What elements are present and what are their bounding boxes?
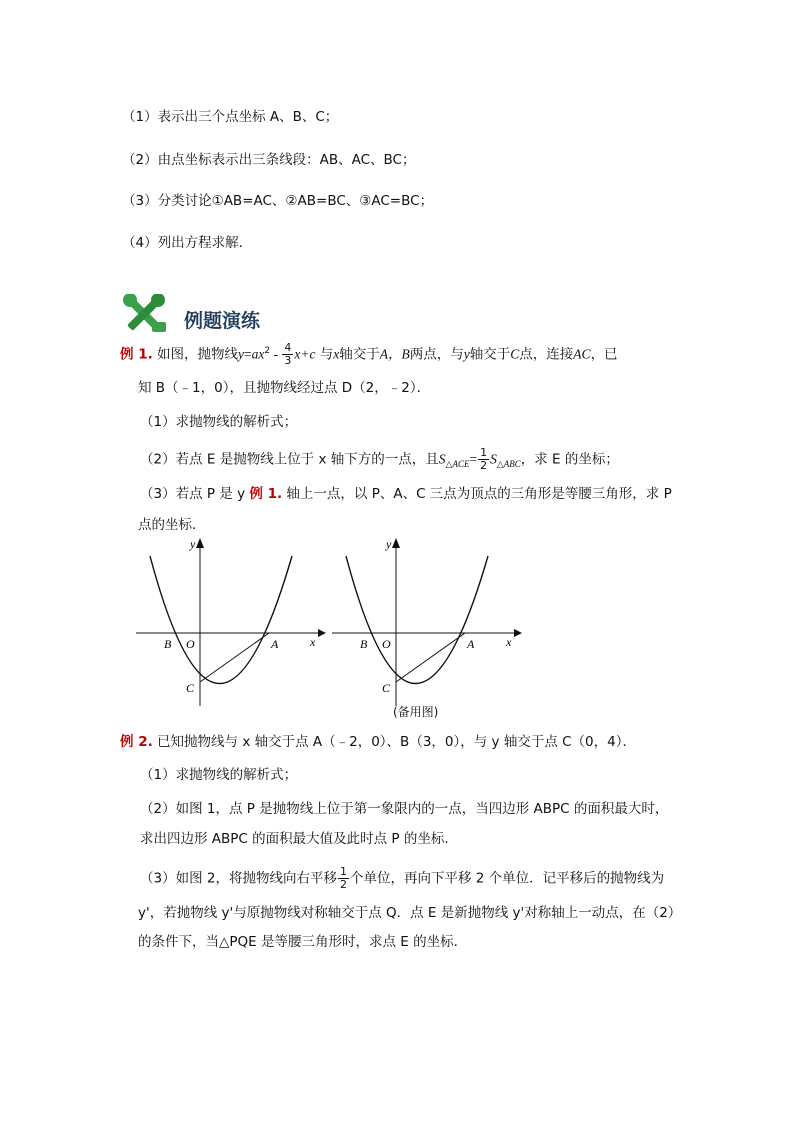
eq-square: 2 xyxy=(264,346,271,356)
label-b: B xyxy=(360,637,368,651)
figure-1 xyxy=(130,536,330,708)
area-ace: △ACE xyxy=(445,459,470,470)
label-a: A xyxy=(271,637,279,651)
ex1-line-1 xyxy=(120,342,618,367)
frac-numerator: 1 xyxy=(480,446,488,459)
point-c: C xyxy=(510,346,520,362)
ex2-q1: （1）求抛物线的解析式； xyxy=(140,767,298,783)
ex2-label: 例 2. xyxy=(120,734,153,750)
frac-numerator: 4 xyxy=(284,341,292,354)
segment-ac-line xyxy=(396,633,465,682)
ex2-line-1 xyxy=(120,733,636,751)
ex1-q2-text: （2）若点 E 是抛物线上位于 x 轴下方的一点，且 xyxy=(140,451,439,468)
method-step-4: （4）列出方程求解． xyxy=(122,235,253,251)
parabola xyxy=(346,556,488,684)
method-step-3: （3）分类讨论①AB=AC、②AB=BC、③AC=BC； xyxy=(122,193,434,209)
fraction-4-3 xyxy=(282,342,293,367)
label-a: A xyxy=(467,637,475,651)
ex1-connect: 点，连接 xyxy=(519,346,574,363)
eq-equals: = xyxy=(244,346,252,362)
figure-2 xyxy=(326,536,526,708)
ex2-q2-line-2: 求出四边形 ABPC 的面积最大值及此时点 P 的坐标． xyxy=(140,831,458,847)
label-x: x xyxy=(310,635,316,649)
ex1-q3-line-2: 点的坐标． xyxy=(138,517,206,533)
ex1-intro: 如图，抛物线 xyxy=(157,346,239,363)
ex2-intro: 已知抛物线与 x 轴交于点 A（﹣2，0）、B（3，0），与 y 轴交于点 C（0，4）． xyxy=(157,734,636,750)
ex1-q2-end: ，求 E 的坐标； xyxy=(520,451,619,468)
segment-ac: AC xyxy=(573,346,591,362)
fraction-half xyxy=(338,866,349,891)
ex1-line-2: 知 B（﹣1，0），且抛物线经过点 D（2，﹣2）． xyxy=(138,380,431,396)
label-o: O xyxy=(186,637,195,651)
y-axis-arrow xyxy=(392,538,400,548)
segment-ac-line xyxy=(200,633,269,682)
y-axis-arrow xyxy=(196,538,204,548)
label-b: B xyxy=(164,637,172,651)
label-c: C xyxy=(186,681,195,695)
ex1-axis-meet-2: 轴交于 xyxy=(469,346,511,363)
ex1-q3-start: （3）若点 P 是 y xyxy=(140,486,246,502)
eq-y: y xyxy=(238,346,245,362)
section-title: 例题演练 xyxy=(184,310,261,332)
ex2-q2-line-1: （2）如图 1，点 P 是抛物线上位于第一象限内的一点，当四边形 ABPC 的面积最大时， xyxy=(140,801,669,817)
frac-denominator: 2 xyxy=(480,459,488,472)
var-x: x xyxy=(333,346,340,362)
figure-2-caption: (备用图) xyxy=(393,705,439,719)
points-ab: A，B xyxy=(379,346,410,362)
label-y: y xyxy=(386,537,392,551)
ex2-q3-line-1 xyxy=(140,866,664,891)
label-c: C xyxy=(382,681,391,695)
ex1-q1: （1）求抛物线的解析式； xyxy=(140,414,298,430)
area-abc: △ABC xyxy=(496,459,521,470)
frac-denominator: 3 xyxy=(284,354,292,367)
ex2-q3-line-2: y'，若抛物线 y'与原抛物线对称轴交于点 Q．点 E 是新抛物线 y'对称轴上一动点，在（2） xyxy=(138,905,682,921)
ex1-already: ，已 xyxy=(590,346,618,363)
parabola xyxy=(150,556,292,684)
var-y: y xyxy=(463,346,470,362)
x-axis-arrow xyxy=(514,629,522,637)
method-step-1: （1）表示出三个点坐标 A、B、C； xyxy=(122,109,339,125)
x-axis-arrow xyxy=(318,629,326,637)
ex2-q3-rest: 个单位，再向下平移 2 个单位．记平移后的抛物线为 xyxy=(349,870,665,887)
ex1-label: 例 1. xyxy=(120,346,153,363)
method-step-2: （2）由点坐标表示出三条线段：AB、AC、BC； xyxy=(122,152,416,168)
area-s: S xyxy=(438,451,446,467)
ex1-two-points: 两点，与 xyxy=(409,346,464,363)
ex2-q3-line-3: 的条件下，当△PQE 是等腰三角形时，求点 E 的坐标． xyxy=(138,934,468,950)
eq-rest: x+c xyxy=(294,346,316,362)
ex1-q2: （2）若点 E 是抛物线上位于 x 轴下方的一点，且$S_{\triangle ACE}=$ $\frac{1}{2}$ $S_{\triangle ABC}$，求 E 的坐标； xyxy=(140,446,619,472)
area-s: S xyxy=(490,451,497,467)
label-x: x xyxy=(506,635,512,649)
eq-minus: - xyxy=(270,346,282,362)
frac-denominator: 2 xyxy=(339,878,347,891)
ex1-label-overlay: 例 1. xyxy=(249,486,283,502)
ex2-q3-start: （3）如图 2，将抛物线向右平移 xyxy=(140,870,337,887)
tools-icon xyxy=(122,294,174,334)
ex1-axis-meet: 轴交于 xyxy=(339,346,380,363)
frac-numerator: 1 xyxy=(339,865,347,878)
label-y: y xyxy=(190,537,196,551)
fraction-1-2 xyxy=(478,447,489,472)
ex1-q3-rest: 轴上一点，以 P、A、C 三点为顶点的三角形是等腰三角形，求 P xyxy=(286,486,672,502)
ex1-q3 xyxy=(140,485,672,503)
eq-ax: ax xyxy=(251,346,265,362)
ex1-with: 与 xyxy=(319,346,334,363)
label-o: O xyxy=(382,637,391,651)
